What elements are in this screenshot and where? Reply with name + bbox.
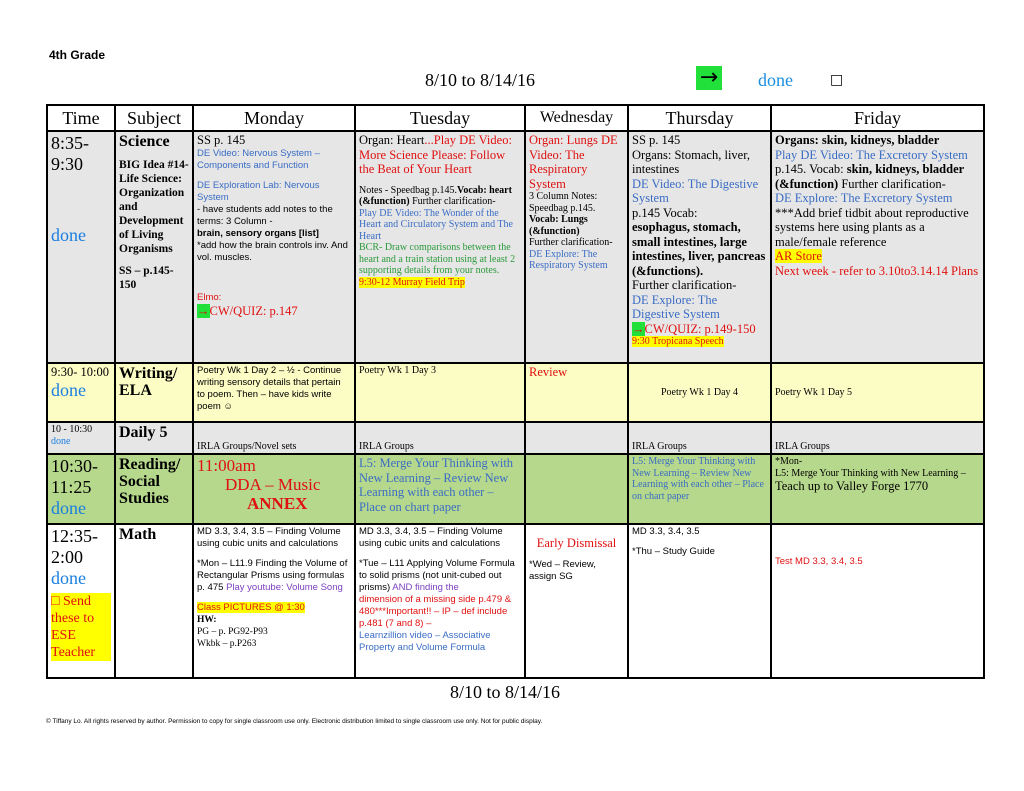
text: SS p. 145 — [632, 133, 681, 147]
text: Play youtube: Volume Song — [226, 582, 343, 593]
science-time-cell — [47, 131, 115, 363]
arrow-icon: → — [696, 66, 722, 90]
reading-time: 10:30- 11:25 — [51, 456, 98, 497]
writing-friday: Poetry Wk 1 Day 5 — [771, 363, 984, 422]
text: 9:30-12 Murray Field Trip — [359, 276, 465, 288]
text: DE Explore: The Excretory System — [775, 191, 953, 205]
done-label: done — [758, 70, 793, 90]
arrow-icon: → — [632, 321, 645, 336]
science-subject-detail: BIG Idea #14- Life Science: Organization and Development of Living Organisms — [119, 159, 189, 255]
arrow-icon: → — [197, 303, 210, 318]
reading-done: done — [51, 498, 86, 518]
math-wednesday-cell — [525, 524, 628, 678]
text: DE Video: The Digestive System — [632, 176, 759, 205]
writing-subject: Writing/ ELA — [115, 363, 193, 422]
text: L5: Merge Your Thinking with New Learning – — [775, 467, 966, 479]
science-thursday-cell — [628, 131, 771, 363]
daily5-monday: IRLA Groups/Novel sets — [193, 422, 355, 454]
daily5-thursday: IRLA Groups — [628, 422, 771, 454]
daily5-tuesday: IRLA Groups — [355, 422, 525, 454]
reading-friday-cell — [771, 454, 984, 524]
science-friday-cell — [771, 131, 984, 363]
math-time-cell — [47, 524, 115, 678]
writing-time-cell — [47, 363, 115, 422]
reading-tuesday: L5: Merge Your Thinking with New Learning – Review New Learning with each other – Place on chart paper — [355, 454, 525, 524]
text: DE Explore: The Digestive System — [632, 292, 720, 321]
text: Vocab: heart (&function) — [359, 184, 512, 207]
science-tuesday-cell — [355, 131, 525, 363]
week-dates: 8/10 to 8/14/16 — [425, 70, 536, 90]
col-subject: Subject — [115, 105, 193, 131]
daily5-wednesday — [525, 422, 628, 454]
reading-time-cell — [47, 454, 115, 524]
text: AR Store — [775, 249, 822, 263]
text: *Mon – L11.9 Finding the Volume of Rectangular Prisms using formulas p. 475 — [197, 558, 348, 593]
reading-monday-cell — [193, 454, 355, 524]
text: HW: — [197, 615, 217, 625]
math-time: 12:35- 2:00 — [51, 526, 98, 567]
text: Further clarification- — [632, 278, 737, 292]
math-monday-cell — [193, 524, 355, 678]
text: BCR- Draw comparisons between the heart and a train station using at least 2 supporting details from your notes. — [359, 242, 516, 276]
text: DE Video: Nervous System – Components and Function — [197, 147, 320, 171]
text: MD 3.3, 3.4, 3.5 — [632, 526, 700, 537]
reading-wednesday — [525, 454, 628, 524]
footer-dates: 8/10 to 8/14/16 — [450, 682, 561, 702]
science-subject-cell — [115, 131, 193, 363]
col-time: Time — [47, 105, 115, 131]
text: Notes - Speedbag p.145. — [359, 184, 458, 196]
grade-label: 4th Grade — [49, 48, 106, 62]
science-wednesday-cell — [525, 131, 628, 363]
text: Further clarification- — [529, 237, 613, 248]
math-subject: Math — [115, 524, 193, 678]
text: 3 Column Notes: Speedbag p.145. — [529, 191, 598, 214]
text: DE Explore: The Respiratory System — [529, 248, 608, 271]
text: esophagus, stomach, small intestines, large intestines, liver, pancreas (&functions). — [632, 220, 766, 278]
text: *Tue – L11 Applying Volume Formula to solid prisms (not unit-cubed out prisms) — [359, 558, 515, 593]
text: CW/QUIZ: p.147 — [209, 303, 298, 318]
text: Further clarification- — [412, 196, 496, 207]
checkbox-icon[interactable]: □ — [830, 72, 844, 88]
text: p.145 Vocab: — [632, 205, 698, 220]
text: Class PICTURES @ 1:30 — [197, 602, 305, 613]
text: Play DE Video: The Wonder of the Heart and Circulatory System and The Heart — [359, 207, 513, 242]
text: p.145. Vocab: — [775, 162, 844, 176]
writing-wednesday: Review — [525, 363, 628, 422]
header-row — [47, 105, 984, 131]
math-tuesday-cell — [355, 524, 525, 678]
text: Test MD 3.3, 3.4, 3.5 — [775, 556, 863, 567]
writing-thursday: Poetry Wk 1 Day 4 — [628, 363, 771, 422]
daily5-time: 10 - 10:30 — [51, 424, 93, 435]
writing-monday: Poetry Wk 1 Day 2 – ½ - Continue writing sensory details that pertain to poem. Then – have kids write poem ☺ — [193, 363, 355, 422]
math-friday-cell — [771, 524, 984, 678]
text: *Mon- — [775, 456, 803, 467]
text: ANNEX — [247, 494, 308, 513]
text: ***Add brief tidbit about reproductive systems here using plants as a male/female reference — [775, 205, 969, 249]
text: *Thu – Study Guide — [632, 546, 715, 557]
send-to-ese-note: □ Send these to ESE Teacher — [51, 593, 111, 661]
daily5-row — [47, 422, 984, 454]
text: Teach up to Valley Forge 1770 — [775, 479, 929, 493]
science-row — [47, 131, 984, 363]
text: AND finding the — [392, 582, 459, 593]
daily5-time-cell — [47, 422, 115, 454]
col-friday: Friday — [771, 105, 984, 131]
col-tuesday: Tuesday — [355, 105, 525, 131]
text: 11:00am — [197, 456, 256, 475]
text: 9:30 Tropicana Speech — [632, 336, 724, 347]
text: MD 3.3, 3.4, 3.5 – Finding Volume using cubic units and calculations — [359, 526, 503, 549]
text: skin, kidneys, bladder (&function) — [775, 162, 964, 191]
text: - have students add notes to the terms: 3 Column - — [197, 203, 333, 227]
science-subject-ss: SS – p.145-150 — [119, 265, 174, 291]
writing-row — [47, 363, 984, 422]
text: MD 3.3, 3.4, 3.5 – Finding Volume using cubic units and calculations — [197, 526, 341, 549]
math-thursday-cell — [628, 524, 771, 678]
text: Organs: Stomach, liver, intestines — [632, 147, 750, 176]
col-thursday: Thursday — [628, 105, 771, 131]
text: CW/QUIZ: p.149-150 — [644, 321, 756, 336]
science-subject: Science — [119, 133, 170, 150]
text: Learnzillion video – Associative Property and Volume Formula — [359, 630, 491, 653]
science-time: 8:35- 9:30 — [51, 133, 89, 174]
text: Early Dismissal — [536, 536, 617, 550]
col-monday: Monday — [193, 105, 355, 131]
math-done: done — [51, 568, 86, 588]
text: Organ: Heart — [359, 133, 425, 147]
text: Next week - refer to 3.10to3.14.14 Plans — [775, 263, 979, 278]
reading-subject: Reading/ Social Studies — [115, 454, 193, 524]
text: DE Exploration Lab: Nervous System — [197, 179, 320, 203]
text: *add how the brain controls inv. And vol. muscles. — [197, 239, 348, 263]
text: SS p. 145 — [197, 133, 246, 147]
col-wednesday: Wednesday — [525, 105, 628, 131]
text: Organs: skin, kidneys, bladder — [775, 133, 940, 147]
daily5-friday: IRLA Groups — [771, 422, 984, 454]
text: Wkbk – p.P263 — [197, 639, 257, 649]
text: Vocab: Lungs (&function) — [529, 214, 588, 237]
text: Elmo: — [197, 291, 222, 303]
science-monday-cell — [193, 131, 355, 363]
text: dimension of a missing side p.479 & 480***Important!! – IP – def include p.481 (7 and 8) – — [359, 594, 512, 629]
text: Play DE Video: The Excretory System — [775, 147, 968, 162]
text: DDA – Music — [225, 475, 321, 494]
daily5-done: done — [51, 435, 71, 447]
writing-done: done — [51, 379, 86, 400]
math-row — [47, 524, 984, 678]
copyright-notice: © Tiffany Lo. All rights reserved by author. Permission to copy for single classroom use only. Electronic distribution limited to single classroom use only. Not for public display. — [46, 718, 543, 725]
science-done: done — [51, 225, 86, 245]
writing-tuesday: Poetry Wk 1 Day 3 — [355, 363, 525, 422]
writing-time: 9:30- 10:00 — [51, 365, 109, 379]
text: brain, sensory organs [list] — [197, 227, 319, 239]
reading-row — [47, 454, 984, 524]
text: PG – p. PG92-P93 — [197, 627, 268, 637]
text: Organ: Lungs DE Video: The Respiratory System — [529, 133, 618, 191]
text: Further clarification- — [841, 176, 946, 191]
text: *Wed – Review, assign SG — [529, 558, 596, 582]
reading-thursday: L5: Merge Your Thinking with New Learning – Review New Learning with each other – Place on chart paper — [628, 454, 771, 524]
text: ...Play DE Video: More Science Please: Follow the Beat of Your Heart — [359, 133, 512, 176]
lesson-plan-table — [46, 104, 985, 679]
daily5-subject: Daily 5 — [115, 422, 193, 454]
